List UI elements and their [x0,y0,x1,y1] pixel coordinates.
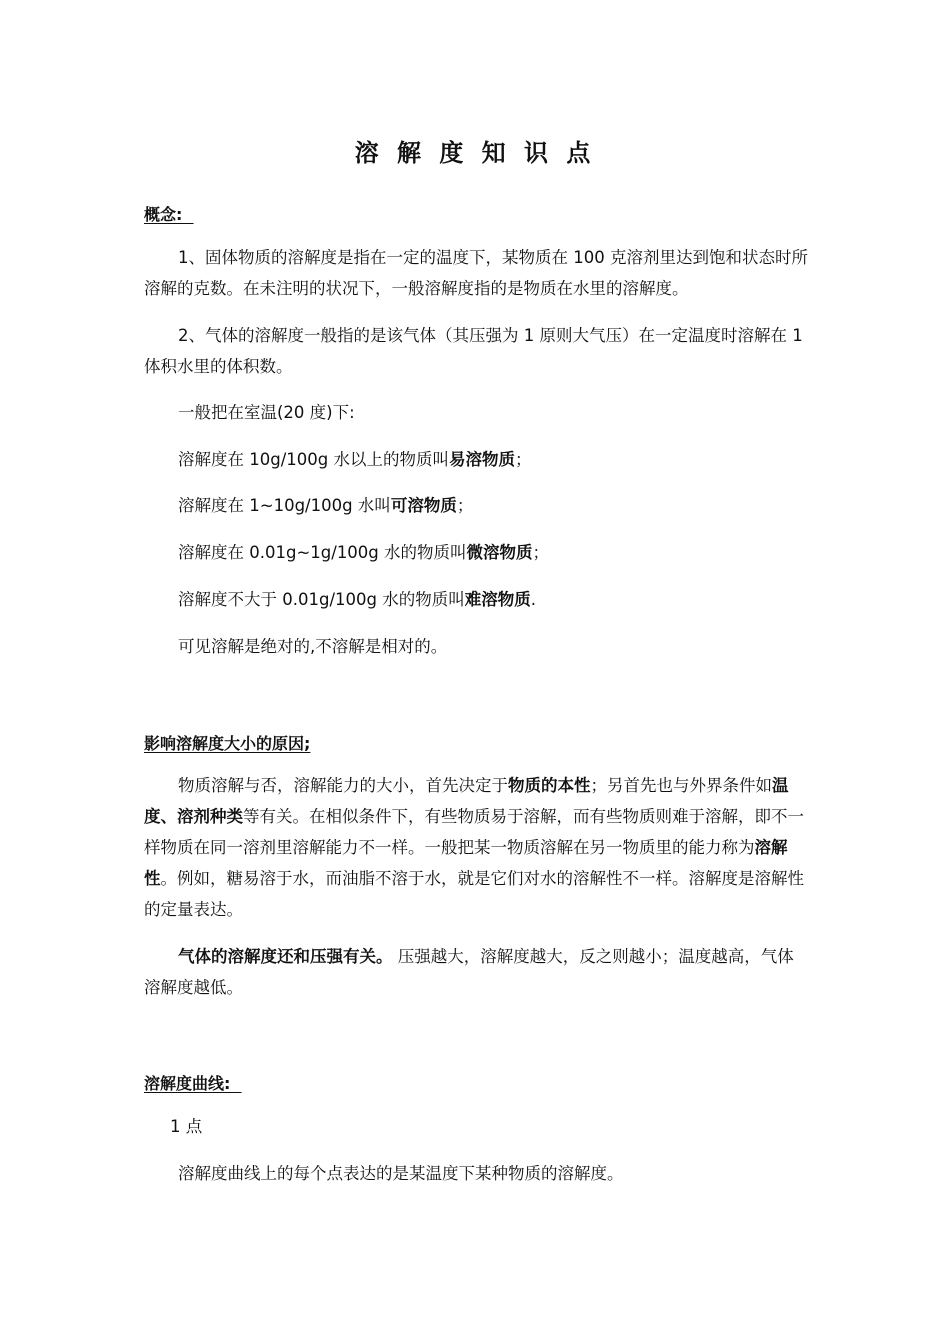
factors-heading: 影响溶解度大小的原因; [144,734,311,753]
factors-text-e: 等有关。在相似条件下，有些物质易于溶解，而有些物质则难于溶解，即不一样物质在同一溶剂里溶解能力不一样。一般把某一物质溶解在另一物质里的能力称为 [144,807,804,857]
easily-soluble-punct: ； [515,450,532,469]
factors-paragraph-2 [144,941,808,1003]
concept-paragraph-2: 2、气体的溶解度一般指的是该气体（其压强为 1 原则大气压）在一定温度时溶解在 1 体积水里的体积数。 [144,326,803,376]
gas-pressure-term: 气体的溶解度还和压强有关。 [178,947,393,966]
factors-text-a: 物质溶解与否，溶解能力的大小，首先决定于 [178,776,508,795]
soluble-punct: ； [456,496,474,515]
slightly-soluble-line [178,537,549,568]
soluble-line [178,490,473,521]
easily-soluble-text: 溶解度在 10g/100g 水以上的物质叫 [178,450,449,469]
document-title: 溶 解 度 知 识 点 [354,139,596,167]
slightly-soluble-punct: ； [532,543,550,562]
point-description: 溶解度曲线上的每个点表达的是某温度下某种物质的溶解度。 [178,1164,624,1183]
insoluble-punct: . [530,590,536,609]
soluble-text: 溶解度在 1~10g/100g 水叫 [178,496,391,515]
insoluble-line [178,584,536,615]
concept-paragraph-1: 1、固体物质的溶解度是指在一定的温度下，某物质在 100 克溶剂里达到饱和状态时所溶解的克数。在未注明的状况下，一般溶解度指的是物质在水里的溶解度。 [144,248,808,298]
concept-heading: 概念: [144,205,194,224]
curve-heading: 溶解度曲线: [144,1074,242,1093]
room-temperature-line: 一般把在室温(20 度)下: [178,403,355,422]
factors-term-conditions: 温度、溶剂种类 [144,776,789,826]
conclusion-line: 可见溶解是绝对的,不溶解是相对的。 [178,637,448,656]
factors-paragraph-1 [144,770,808,925]
insoluble-text: 溶解度不大于 0.01g/100g 水的物质叫 [178,590,465,609]
factors-text-c: ；另首先也与外界条件如 [590,776,772,795]
factors-term-nature: 物质的本性 [508,776,591,795]
slightly-soluble-text: 溶解度在 0.01g~1g/100g 水的物质叫 [178,543,467,562]
point-label: 1 点 [170,1117,203,1136]
easily-soluble-term: 易溶物质 [449,450,515,469]
easily-soluble-line [178,444,532,475]
soluble-term: 可溶物质 [390,496,457,515]
insoluble-term: 难溶物质 [464,590,531,609]
gas-pressure-text: 压强越大，溶解度越大，反之则越小；温度越高，气体溶解度越低。 [144,947,794,997]
slightly-soluble-term: 微溶物质 [466,543,533,562]
factors-term-solubility: 溶解性 [144,838,788,888]
factors-text-g: 。例如，糖易溶于水，而油脂不溶于水，就是它们对水的溶解性不一样。溶解度是溶解性的定量表达。 [144,869,804,919]
